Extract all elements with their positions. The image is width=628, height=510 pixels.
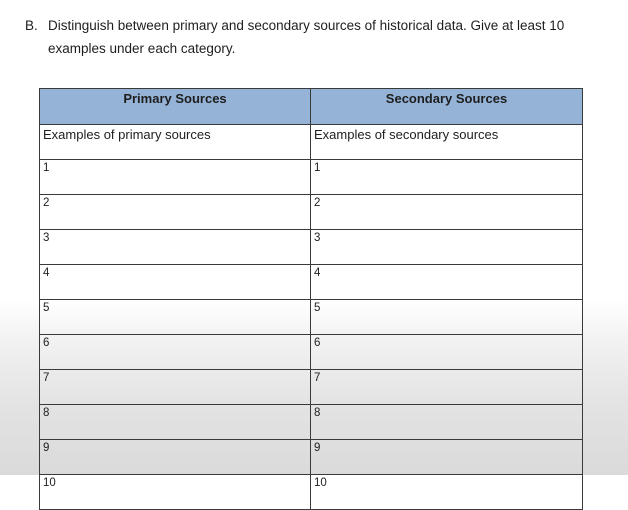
secondary-source-cell[interactable]: 4 (311, 265, 583, 300)
subheader-secondary: Examples of secondary sources (311, 125, 583, 160)
question-letter: B. (25, 18, 38, 33)
table-row (40, 160, 583, 195)
question-b (25, 14, 605, 60)
secondary-source-cell[interactable]: 5 (311, 300, 583, 335)
secondary-source-cell[interactable]: 6 (311, 335, 583, 370)
primary-source-cell[interactable]: 2 (40, 195, 311, 230)
question-text: Distinguish between primary and secondary sources of historical data. Give at least 10 examples under each category. (48, 18, 565, 56)
primary-source-cell[interactable]: 4 (40, 265, 311, 300)
table-header-row (40, 89, 583, 125)
secondary-source-cell[interactable]: 3 (311, 230, 583, 265)
secondary-source-cell[interactable]: 7 (311, 370, 583, 405)
subheader-primary: Examples of primary sources (40, 125, 311, 160)
table-subheader-row (40, 125, 583, 160)
secondary-source-cell[interactable]: 2 (311, 195, 583, 230)
secondary-source-cell[interactable]: 1 (311, 160, 583, 195)
primary-source-cell[interactable]: 3 (40, 230, 311, 265)
primary-source-cell[interactable]: 10 (40, 475, 311, 510)
primary-source-cell[interactable]: 6 (40, 335, 311, 370)
header-primary-sources: Primary Sources (40, 89, 311, 125)
primary-source-cell[interactable]: 7 (40, 370, 311, 405)
table-row (40, 405, 583, 440)
table-row (40, 440, 583, 475)
secondary-source-cell[interactable]: 8 (311, 405, 583, 440)
table-row (40, 300, 583, 335)
primary-source-cell[interactable]: 8 (40, 405, 311, 440)
table-row (40, 265, 583, 300)
table-row (40, 230, 583, 265)
primary-source-cell[interactable]: 1 (40, 160, 311, 195)
primary-source-cell[interactable]: 5 (40, 300, 311, 335)
secondary-source-cell[interactable]: 10 (311, 475, 583, 510)
sources-table (39, 88, 583, 510)
table-row (40, 370, 583, 405)
secondary-source-cell[interactable]: 9 (311, 440, 583, 475)
table-row (40, 195, 583, 230)
header-secondary-sources: Secondary Sources (311, 89, 583, 125)
primary-source-cell[interactable]: 9 (40, 440, 311, 475)
table-row (40, 335, 583, 370)
table-row (40, 475, 583, 510)
